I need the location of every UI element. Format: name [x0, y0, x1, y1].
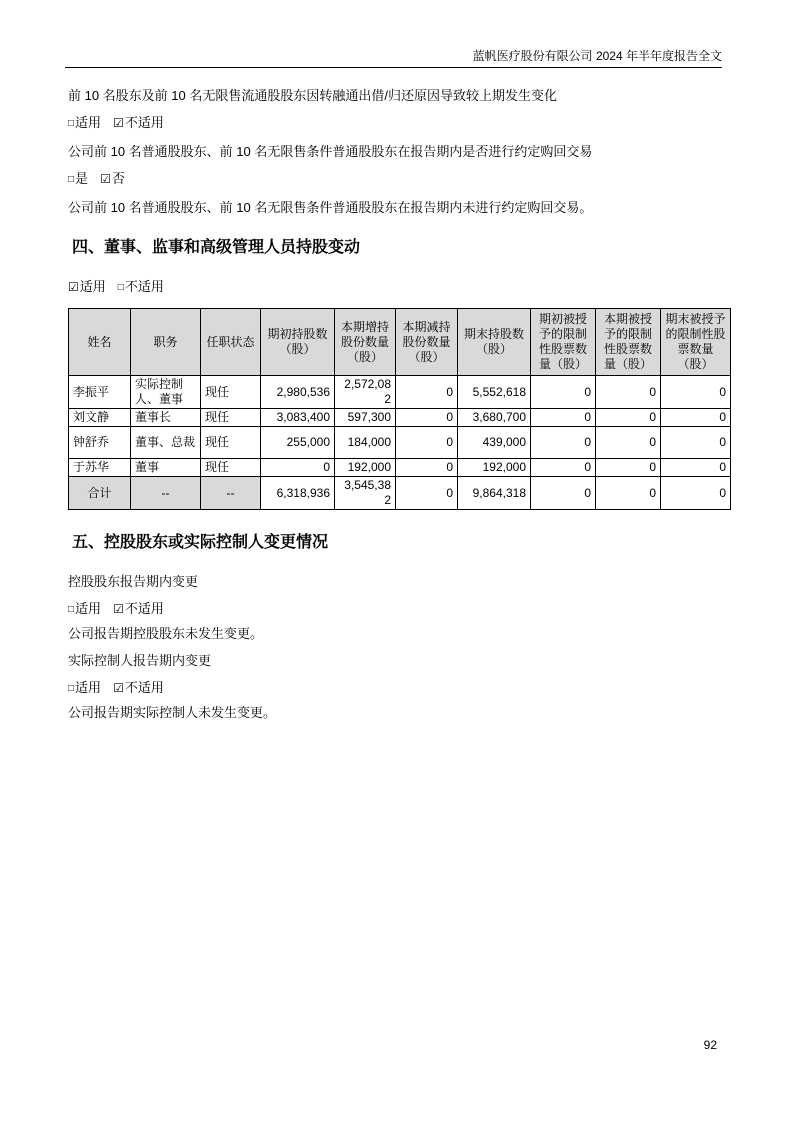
block-note: 公司报告期实际控制人未发生变更。: [68, 705, 277, 720]
checkbox-checked-icon: ☑: [100, 172, 111, 186]
cell-decrease: 0: [396, 409, 458, 427]
applicability-line-1: [68, 115, 722, 132]
col-header-position: 职务: [131, 309, 201, 376]
option-not-applicable: [118, 279, 164, 294]
report-header-title: 蓝帆医疗股份有限公司 2024 年半年度报告全文: [472, 49, 722, 63]
checkbox-unchecked-icon: □: [117, 282, 124, 293]
page-header: [65, 0, 722, 68]
cell-increase: 3,545,382: [335, 477, 396, 510]
cell-decrease: 0: [396, 376, 458, 409]
section-4-title: 四、董事、监事和高级管理人员持股变动: [72, 239, 361, 256]
option-label: 适用: [75, 601, 102, 616]
block-heading: 实际控制人报告期内变更: [68, 653, 212, 668]
shareholding-change-table: [68, 308, 731, 510]
col-header-increase: 本期增持股份数量（股）: [335, 309, 396, 376]
intro-line-3: 公司前 10 名普通股股东、前 10 名无限售条件普通股股东在报告期内未进行约定购回交易。: [68, 200, 593, 215]
cell-increase: 597,300: [335, 409, 396, 427]
cell-restricted-end: 0: [661, 427, 731, 459]
cell-status: --: [201, 477, 261, 510]
cell-restricted-end: 0: [661, 477, 731, 510]
cell-restricted-end: 0: [661, 409, 731, 427]
cell-total-label: 合计: [69, 477, 131, 510]
block-applicability: [68, 680, 722, 697]
cell-position: 董事长: [131, 409, 201, 427]
spacer: [68, 257, 722, 279]
cell-restricted-begin: 0: [531, 477, 596, 510]
cell-restricted-begin: 0: [531, 459, 596, 477]
table-header-row: [69, 309, 731, 376]
cell-end-shares: 5,552,618: [458, 376, 531, 409]
cell-restricted-current: 0: [596, 409, 661, 427]
cell-restricted-begin: 0: [531, 427, 596, 459]
table-total-row: [69, 477, 731, 510]
cell-begin-shares: 0: [261, 459, 335, 477]
cell-end-shares: 9,864,318: [458, 477, 531, 510]
cell-position: 董事、总裁: [131, 427, 201, 459]
table-row: [69, 459, 731, 477]
cell-end-shares: 192,000: [458, 459, 531, 477]
cell-end-shares: 439,000: [458, 427, 531, 459]
option-applicable: [68, 115, 101, 130]
cell-status: 现任: [201, 409, 261, 427]
option-not-applicable: [113, 680, 164, 695]
option-no: [100, 171, 125, 186]
option-yes: [68, 171, 88, 186]
option-label: 不适用: [124, 279, 164, 294]
option-not-applicable: [113, 115, 164, 130]
option-label: 否: [111, 171, 125, 186]
table-row: [69, 409, 731, 427]
cell-begin-shares: 2,980,536: [261, 376, 335, 409]
checkbox-checked-icon: ☑: [113, 681, 124, 695]
section-4-applicability: [68, 279, 722, 296]
col-header-restricted-begin: 期初被授予的限制性股票数量（股）: [531, 309, 596, 376]
table-row: [69, 376, 731, 409]
table-row: [69, 427, 731, 459]
cell-position: --: [131, 477, 201, 510]
col-header-begin-shares: 期初持股数（股）: [261, 309, 335, 376]
cell-decrease: 0: [396, 459, 458, 477]
option-label: 不适用: [124, 680, 164, 695]
cell-name: 于苏华: [69, 459, 131, 477]
cell-status: 现任: [201, 427, 261, 459]
cell-decrease: 0: [396, 477, 458, 510]
checkbox-unchecked-icon: □: [68, 683, 75, 694]
option-label: 不适用: [124, 115, 164, 130]
page-number: 92: [703, 1038, 717, 1052]
controlling-shareholder-change-block: [68, 574, 722, 641]
cell-decrease: 0: [396, 427, 458, 459]
cell-increase: 192,000: [335, 459, 396, 477]
option-label: 是: [75, 171, 89, 186]
option-label: 适用: [75, 115, 102, 130]
cell-position: 董事: [131, 459, 201, 477]
cell-restricted-current: 0: [596, 477, 661, 510]
cell-begin-shares: 6,318,936: [261, 477, 335, 510]
cell-restricted-begin: 0: [531, 376, 596, 409]
cell-name: 钟舒乔: [69, 427, 131, 459]
cell-restricted-end: 0: [661, 376, 731, 409]
cell-restricted-end: 0: [661, 459, 731, 477]
option-label: 不适用: [124, 601, 164, 616]
cell-begin-shares: 3,083,400: [261, 409, 335, 427]
cell-restricted-current: 0: [596, 459, 661, 477]
cell-restricted-current: 0: [596, 427, 661, 459]
section-5-title: 五、控股股东或实际控制人变更情况: [72, 534, 329, 551]
cell-position: 实际控制人、董事: [131, 376, 201, 409]
checkbox-unchecked-icon: □: [68, 604, 75, 615]
checkbox-checked-icon: ☑: [113, 602, 124, 616]
option-applicable: [68, 601, 101, 616]
option-label: 适用: [79, 279, 106, 294]
block-note: 公司报告期控股股东未发生变更。: [68, 626, 264, 641]
cell-restricted-begin: 0: [531, 409, 596, 427]
intro-line-2: 公司前 10 名普通股股东、前 10 名无限售条件普通股股东在报告期内是否进行约定购回交易: [68, 144, 593, 159]
option-not-applicable: [113, 601, 164, 616]
cell-name: 刘文静: [69, 409, 131, 427]
col-header-status: 任职状态: [201, 309, 261, 376]
checkbox-unchecked-icon: □: [68, 174, 75, 185]
block-heading: 控股股东报告期内变更: [68, 574, 199, 589]
col-header-restricted-end: 期末被授予的限制性股票数量（股）: [661, 309, 731, 376]
col-header-restricted-current: 本期被授予的限制性股票数量（股）: [596, 309, 661, 376]
checkbox-checked-icon: ☑: [68, 280, 79, 294]
actual-controller-change-block: [68, 653, 722, 720]
cell-increase: 184,000: [335, 427, 396, 459]
cell-name: 李振平: [69, 376, 131, 409]
option-label: 适用: [75, 680, 102, 695]
cell-begin-shares: 255,000: [261, 427, 335, 459]
checkbox-unchecked-icon: □: [68, 118, 75, 129]
applicability-line-2: [68, 171, 722, 188]
block-applicability: [68, 601, 722, 618]
col-header-name: 姓名: [69, 309, 131, 376]
cell-status: 现任: [201, 459, 261, 477]
intro-line-1: 前 10 名股东及前 10 名无限售流通股股东因转融通出借/归还原因导致较上期发生变化: [68, 88, 557, 103]
option-applicable: [68, 279, 106, 294]
cell-end-shares: 3,680,700: [458, 409, 531, 427]
page-body: [68, 88, 726, 732]
checkbox-checked-icon: ☑: [113, 116, 124, 130]
cell-restricted-current: 0: [596, 376, 661, 409]
option-applicable: [68, 680, 101, 695]
cell-status: 现任: [201, 376, 261, 409]
col-header-end-shares: 期末持股数（股）: [458, 309, 531, 376]
cell-increase: 2,572,082: [335, 376, 396, 409]
col-header-decrease: 本期减持股份数量（股）: [396, 309, 458, 376]
